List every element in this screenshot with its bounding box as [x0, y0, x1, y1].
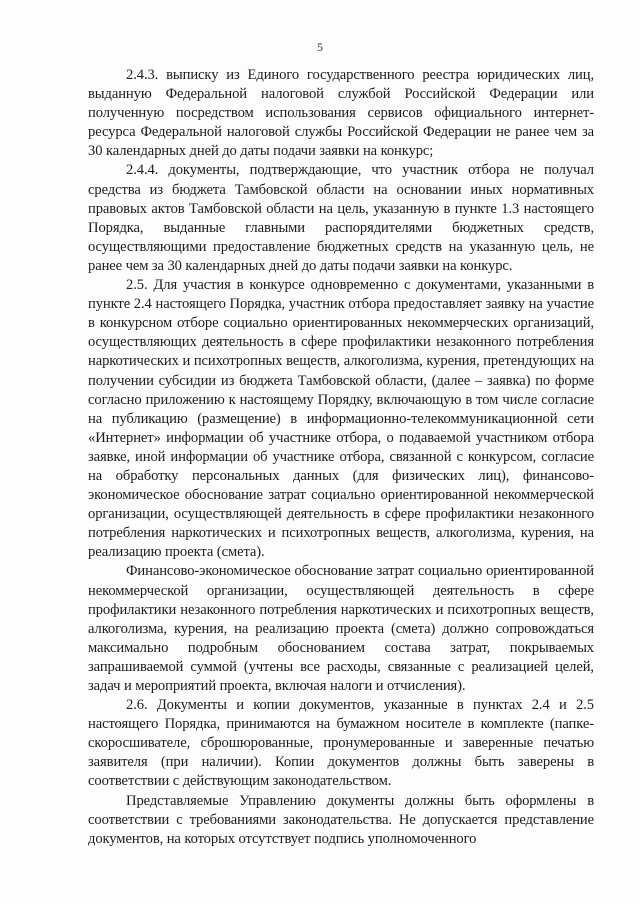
paragraph-2-4-4: 2.4.4. документы, подтверждающие, что участник отбора не получал средства из бюджета Тамбовской области на основании иных нормативных правовых актов Тамбовской области на цель, указанную в пункте 1.3 настоящего Порядка, выданные главными распорядителями бюджетных средств, осуществляющими предоставление бюджетных средств на указанную цель, не ранее чем за 30 календарных дней до даты подачи заявки на конкурс.	[88, 162, 594, 274]
paragraph-financial-justification: Финансово-экономическое обоснование затрат социально ориентированной некоммерческой организации, осуществляющей деятельность в сфере профилактики незаконного потребления наркотических и психотропных веществ, алкоголизма, курения, на реализацию проекта (смета) должно сопровождаться максимально подробным обоснованием состава затрат, покрываемых запрашиваемой суммой (учтены все расходы, связанные с реализацией целей, задач и мероприятий проекта, включая налоги и отчисления).	[88, 563, 594, 694]
paragraph-2-6: 2.6. Документы и копии документов, указанные в пунктах 2.4 и 2.5 настоящего Порядка, принимаются на бумажном носителе в комплекте (папке-скоросшивателе, сброшюрованные, пронумерованные и заверенные печатью заявителя (при наличии). Копии документов должны быть заверены в соответствии с действующим законодательством.	[88, 697, 594, 790]
paragraph-2-5: 2.5. Для участия в конкурсе одновременно с документами, указанными в пункте 2.4 настоящего Порядка, участник отбора предоставляет заявку на участие в конкурсном отборе социально ориентированных некоммерческих организаций, осуществляющих деятельность в сфере профилактики незаконного потребления наркотических и психотропных веществ, алкоголизма, курения, претендующих на получении субсидии из бюджета Тамбовской области, (далее – заявка) по форме согласно приложению к настоящему Порядку, включающую в том числе согласие на публикацию (размещение) в информационно-телекоммуникационной сети «Интернет» информации об участнике отбора, о подаваемой участником отбора заявке, иной информации об участнике отбора, связанной с конкурсом, согласие на обработку персональных данных (для физических лиц), финансово-экономическое обоснование затрат социально ориентированной некоммерческой организации, осуществляющей деятельность в сфере профилактики незаконного потребления наркотических и психотропных веществ, алкоголизма, курения, на реализацию проекта (смета).	[88, 277, 594, 561]
paragraph-document-requirements: Представляемые Управлению документы должны быть оформлены в соответствии с требованиями законодательства. Не допускается представление документов, на которых отсутствует подпись уполномоченного	[88, 792, 594, 847]
document-body	[88, 66, 594, 849]
page-number: 5	[317, 40, 323, 54]
paragraph-2-4-3: 2.4.3. выписку из Единого государственного реестра юридических лиц, выданную Федеральной налоговой службой Российской Федерации или полученную посредством использования сервисов официального интернет-ресурса Федеральной налоговой службы Российской Федерации не ранее чем за 30 календарных дней до даты подачи заявки на конкурс;	[88, 67, 594, 160]
